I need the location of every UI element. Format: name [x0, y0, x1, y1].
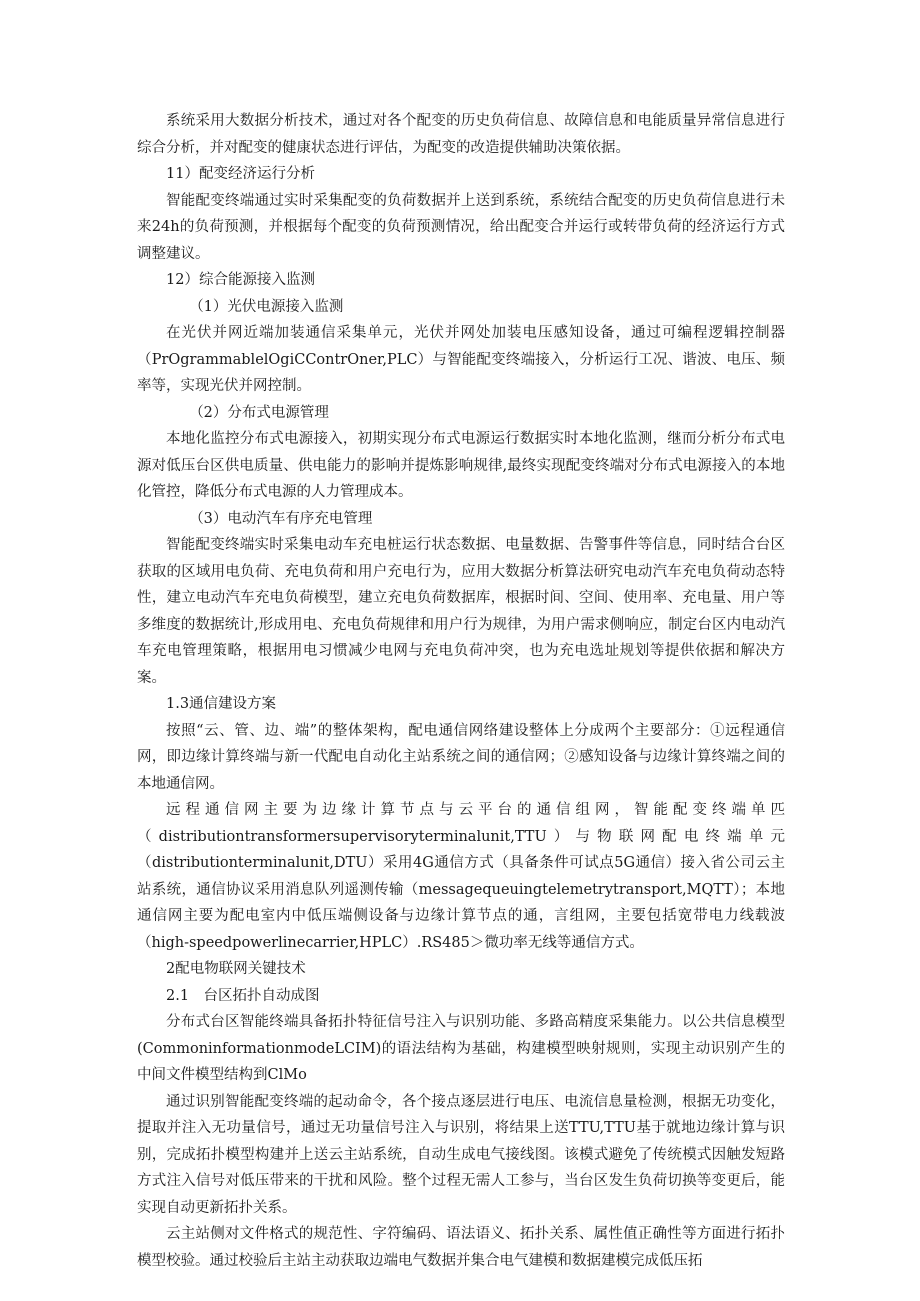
heading-communication-plan: 1.3通信建设方案 [166, 696, 277, 712]
subheading-distributed-power: （2）分布式电源管理 [189, 404, 329, 421]
paragraph-distributed-power: 本地化监控分布式电源接入，初期实现分布式电源运行数据实时本地化监测，继而分析分布式电源对低压台区供电质量、供电能力的影响并提炼影响规律,最终实现配变终端对分布式电源接入的本地化管控，降低分布式电源的人力管理成本。 [137, 431, 785, 500]
paragraph-health-assessment: 系统采用大数据分析技术，通过对各个配变的历史负荷信息、故障信息和电能质量异常信息进行综合分析，并对配变的健康状态进行评估，为配变的改造提供辅助决策依据。 [137, 113, 785, 156]
paragraph-economic-operation: 智能配变终端通过实时采集配变的负荷数据并上送到系统，系统结合配变的历史负荷信息进行未来24h的负荷预测，并根据每个配变的负荷预测情况，给出配变合并运行或转带负荷的经济运行方式调整建议。 [137, 192, 785, 262]
paragraph-pv-access: 在光伏并网近端加装通信采集单元，光伏并网处加装电压感知设备，通过可编程逻辑控制器（PrOgrammablelOgiCContrOner,PLC）与智能配变终端接入，分析运行工况、谐波、电压、频率等，实现光伏并网控制。 [137, 325, 785, 394]
document-page [137, 108, 785, 1274]
paragraph-cim-model: 分布式台区智能终端具备拓扑特征信号注入与识别功能、多路高精度采集能力。以公共信息模型(CommoninformationmodeLCIM)的语法结构为基础，构建模型映射规则，实现主动识别产生的中间文件模型结构到ClMo [137, 1014, 785, 1083]
paragraph-remote-network: 远程通信网主要为边缘计算节点与云平台的通信组网，智能配变终端单匹（distributiontransformersupervisoryterminalunit,TTU）与物联网配电终端单元（distributionterminalunit,DTU）采用4G通信方式（具备条件可试点5G通信）接入省公司云主站系统，通信协议采用消息队列遥测传输（messagequeuingtelemetrytransport,MQTT）；本地通信网主要为配电室内中低压端侧设备与边缘计算节点的通，言组网，主要包括宽带电力线载波（high-speedpowerlinecarrier,HPLC）.RS485＞微功率无线等通信方式。 [137, 802, 785, 951]
heading-economic-operation: 11）配变经济运行分析 [166, 166, 315, 182]
heading-key-technologies: 2配电物联网关键技术 [166, 961, 306, 977]
paragraph-model-validation: 云主站侧对文件格式的规范性、字符编码、语法语义、拓扑关系、属性值正确性等方面进行拓扑模型校验。通过校验后主站主动获取边端电气数据并集合电气建模和数据建模完成低压拓 [137, 1226, 785, 1269]
heading-energy-access: 12）综合能源接入监测 [166, 272, 315, 288]
subheading-pv-access: （1）光伏电源接入监测 [189, 298, 344, 315]
paragraph-reactive-injection: 通过识别智能配变终端的起动命令，各个接点逐层进行电压、电流信息量检测，根据无功变化，提取并注入无功量信号，通过无功量信号注入与识别，将结果上送TTU,TTU基于就地边缘计算与识别，完成拓扑模型构建并上送云主站系统，自动生成电气接线图。该模式避免了传统模式因触发短路方式注入信号对低压带来的干扰和风险。整个过程无需人工参与，当台区发生负荷切换等变更后，能实现自动更新拓扑关系。 [137, 1093, 785, 1216]
paragraph-ev-charging: 智能配变终端实时采集电动车充电桩运行状态数据、电量数据、告警事件等信息，同时结合台区获取的区域用电负荷、充电负荷和用户充电行为，应用大数据分析算法研究电动汽车充电负荷动态特性，建立电动汽车充电负荷模型，建立充电负荷数据库，根据时间、空间、使用率、充电量、用户等多维度的数据统计,形成用电、充电负荷规律和用户行为规律，为用户需求侧响应，制定台区内电动汽车充电管理策略，根据用电习惯减少电网与充电负荷冲突，也为充电选址规划等提供依据和解决方案。 [137, 537, 785, 686]
paragraph-communication-architecture: 按照“云、管、边、端”的整体架构，配电通信网络建设整体上分成两个主要部分：①远程通信网，即边缘计算终端与新一代配电自动化主站系统之间的通信网；②感知设备与边缘计算终端之间的本地通信网。 [137, 722, 785, 792]
subheading-ev-charging: （3）电动汽车有序充电管理 [189, 510, 373, 527]
heading-topology-mapping: 2.1 台区拓扑自动成图 [166, 987, 320, 1004]
